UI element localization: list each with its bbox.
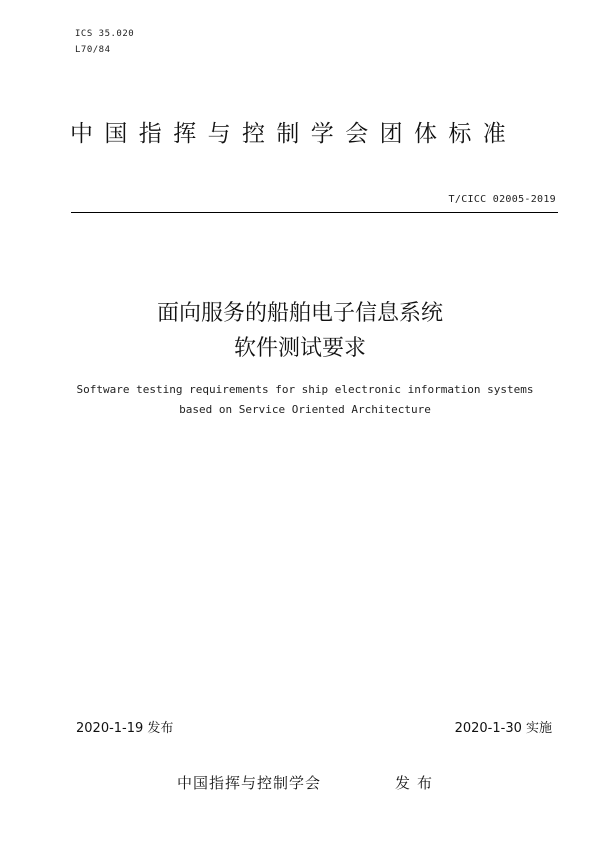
organization-standard-title: 中国指挥与控制学会团体标准 — [70, 121, 518, 147]
title-cn-line-2: 软件测试要求 — [233, 336, 366, 361]
ics-code: ICS 35.020 — [75, 29, 135, 39]
standard-number: T/CICC 02005-2019 — [448, 194, 556, 205]
header-divider — [71, 212, 558, 213]
implementation-date: 2020-1-30 实施 — [454, 721, 552, 736]
ccs-code: L70/84 — [75, 45, 111, 55]
publish-label: 发布 — [395, 774, 440, 792]
title-cn-line-1: 面向服务的船舶电子信息系统 — [156, 301, 443, 326]
title-en-line-1: Software testing requirements for ship electronic information systems — [76, 383, 534, 396]
title-en-line-2: based on Service Oriented Architecture — [179, 403, 431, 416]
issue-date: 2020-1-19 发布 — [76, 721, 174, 736]
publisher-name: 中国指挥与控制学会 — [177, 774, 322, 792]
